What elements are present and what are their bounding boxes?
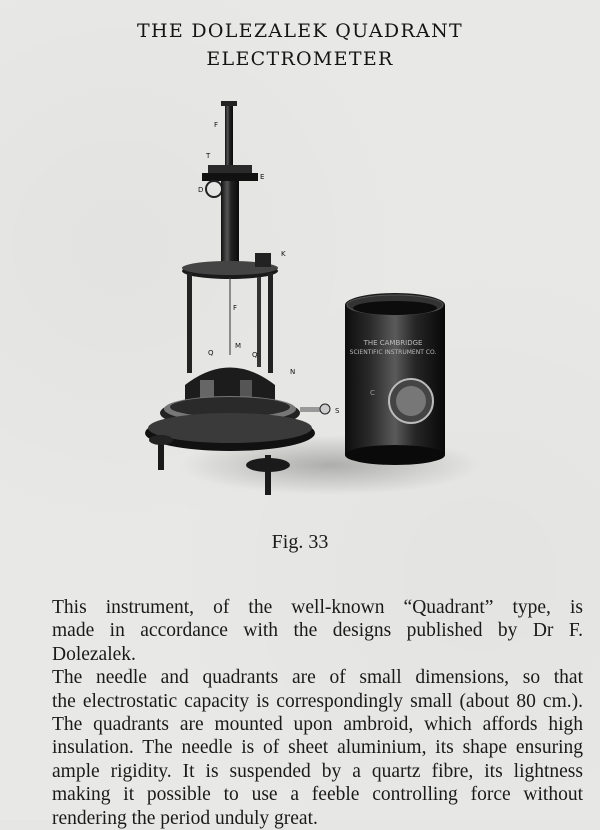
cover-case xyxy=(345,305,445,455)
svg-text:F: F xyxy=(233,304,238,312)
svg-text:K: K xyxy=(281,250,286,258)
svg-text:F: F xyxy=(214,121,219,129)
text-line: made in accordance with the designs published by Dr F. xyxy=(52,620,583,642)
text-line: the electrostatic capacity is correspondingly small (about 80 cm.). xyxy=(52,690,583,712)
title-line-1: THE DOLEZALEK QUADRANT xyxy=(137,20,463,42)
torsion-head-rod xyxy=(225,105,233,175)
figure-caption: Fig. 33 xyxy=(271,531,329,553)
paragraph-1 xyxy=(52,596,583,666)
svg-text:S: S xyxy=(335,407,340,415)
text-line: rendering the period unduly great. xyxy=(52,807,318,829)
pillar-left xyxy=(187,273,192,373)
pillar-right xyxy=(268,273,273,373)
body-text xyxy=(52,596,583,830)
mirror-d xyxy=(206,181,222,197)
svg-text:C: C xyxy=(370,389,375,397)
title-line-2: ELECTROMETER xyxy=(206,48,394,70)
text-line: The quadrants are mounted upon ambroid, which affords high xyxy=(52,714,583,736)
svg-text:D: D xyxy=(198,186,204,194)
svg-text:Q: Q xyxy=(252,351,258,359)
svg-text:E: E xyxy=(260,173,265,181)
adjust-screw xyxy=(300,407,322,412)
svg-text:SCIENTIFIC INSTRUMENT CO.: SCIENTIFIC INSTRUMENT CO. xyxy=(349,349,437,356)
page-title xyxy=(0,17,600,73)
case-inscription: THE CAMBRIDGE xyxy=(363,339,423,347)
text-line: insulation. The needle is of sheet aluminium, its shape ensuring xyxy=(52,737,583,759)
text-line: ample rigidity. It is suspended by a quartz fibre, its lightness xyxy=(52,760,583,782)
electrometer-illustration xyxy=(130,95,480,515)
svg-text:N: N xyxy=(290,368,296,376)
svg-text:M: M xyxy=(235,342,242,350)
suspension-tube xyxy=(221,181,239,271)
svg-text:T: T xyxy=(206,152,211,160)
svg-text:Q: Q xyxy=(208,349,214,357)
levelling-foot xyxy=(246,458,290,472)
text-line: This instrument, of the well-known “Quadrant” type, is xyxy=(52,597,583,618)
text-line: Dolezalek. xyxy=(52,643,136,665)
text-line: making it possible to use a feeble controlling force without xyxy=(52,784,583,806)
text-line: The needle and quadrants are of small dimensions, so that xyxy=(52,667,583,689)
paragraph-2 xyxy=(52,666,583,830)
